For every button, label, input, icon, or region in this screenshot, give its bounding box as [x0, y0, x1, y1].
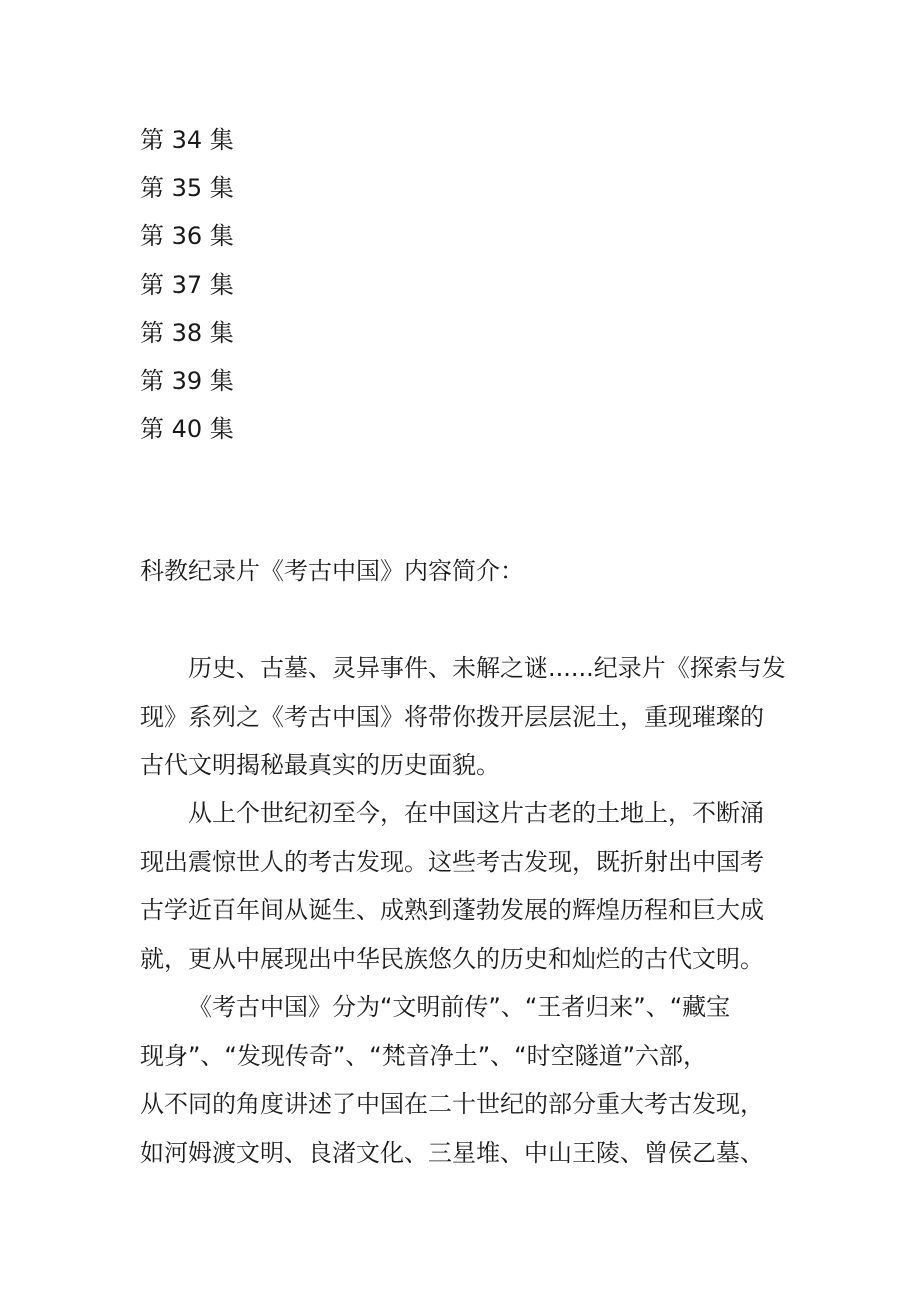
episode-item: 第 36 集: [140, 222, 234, 251]
paragraph-line: 古代文明揭秘最真实的历史面貌。: [140, 751, 500, 779]
paragraph-line: 现》系列之《考古中国》将带你拨开层层泥土，重现璀璨的: [140, 702, 764, 731]
paragraph-line: 《考古中国》分为“文明前传”、“王者归来”、“藏宝: [188, 993, 731, 1021]
intro-paragraph-1: [140, 644, 786, 790]
paragraph-line: 现身”、“发现传奇”、“梵音净土”、“时空隧道”六部，: [140, 1041, 708, 1070]
episode-list: [140, 116, 234, 453]
paragraph-line: 从上个世纪初至今，在中国这片古老的土地上，不断涌: [188, 799, 764, 827]
section-title: 科教纪录片《考古中国》内容简介：: [140, 557, 524, 585]
paragraph-line: 从不同的角度讲述了中国在二十世纪的部分重大考古发现，: [140, 1090, 764, 1118]
paragraph-line: 就，更从中展现出中华民族悠久的历史和灿烂的古代文明。: [140, 944, 764, 973]
intro-paragraph-2: [140, 789, 764, 983]
paragraph-line: 现出震惊世人的考古发现。这些考古发现，既折射出中国考: [140, 847, 764, 876]
episode-item: 第 34 集: [140, 126, 234, 154]
paragraph-line: 古学近百年间从诞生、成熟到蓬勃发展的辉煌历程和巨大成: [140, 896, 764, 924]
episode-item: 第 40 集: [140, 415, 234, 444]
intro-paragraph-3: [140, 983, 764, 1177]
episode-item: 第 37 集: [140, 270, 234, 299]
episode-item: 第 35 集: [140, 174, 234, 203]
episode-item: 第 38 集: [140, 318, 234, 347]
episode-item: 第 39 集: [140, 366, 234, 395]
paragraph-line: 历史、古墓、灵异事件、未解之谜......纪录片《探索与发: [188, 654, 786, 682]
paragraph-line: 如河姆渡文明、良渚文化、三星堆、中山王陵、曾侯乙墓、: [140, 1138, 764, 1167]
